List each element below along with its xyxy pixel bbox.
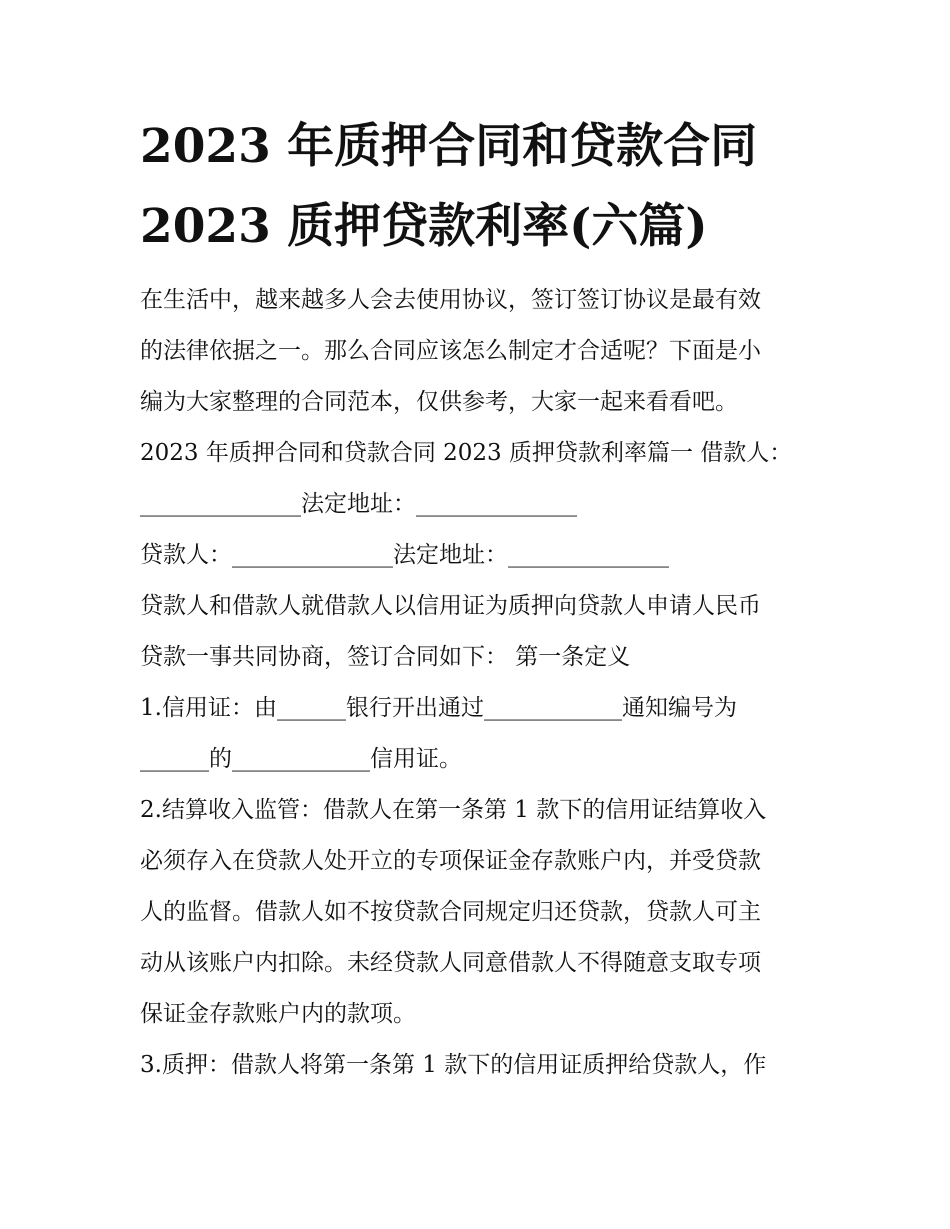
- body-line-15: 保证金存款账户内的款项。: [140, 1001, 416, 1027]
- body-line-10: ______的____________信用证。: [140, 746, 462, 772]
- body-line-2: 的法律依据之一。那么合同应该怎么制定才合适呢？下面是小: [140, 338, 761, 364]
- body-line-3: 编为大家整理的合同范本，仅供参考，大家一起来看看吧。: [140, 389, 738, 415]
- body-line-4: 2023 年质押合同和贷款合同 2023 质押贷款利率篇一 借款人：: [140, 440, 793, 466]
- document-title-line-1: 2023 年质押合同和贷款合同: [140, 119, 758, 174]
- body-line-5: ______________法定地址：______________: [140, 491, 577, 517]
- body-line-12: 必须存入在贷款人处开立的专项保证金存款账户内，并受贷款: [140, 848, 761, 874]
- body-line-16: 3.质押：借款人将第一条第 1 款下的信用证质押给贷款人，作: [140, 1052, 767, 1078]
- body-line-1: 在生活中，越来越多人会去使用协议，签订签订协议是最有效: [140, 287, 761, 313]
- body-line-7: 贷款人和借款人就借款人以信用证为质押向贷款人申请人民币: [140, 593, 761, 619]
- body-line-6: 贷款人：______________法定地址：______________: [140, 542, 669, 568]
- body-line-13: 人的监督。借款人如不按贷款合同规定归还贷款，贷款人可主: [140, 899, 761, 925]
- body-line-14: 动从该账户内扣除。未经贷款人同意借款人不得随意支取专项: [140, 950, 761, 976]
- body-line-9: 1.信用证：由______银行开出通过____________通知编号为: [140, 695, 737, 721]
- document-title-line-2: 2023 质押贷款利率(六篇): [140, 199, 708, 254]
- body-line-11: 2.结算收入监管：借款人在第一条第 1 款下的信用证结算收入: [140, 797, 767, 823]
- body-line-8: 贷款一事共同协商，签订合同如下： 第一条定义: [140, 644, 631, 670]
